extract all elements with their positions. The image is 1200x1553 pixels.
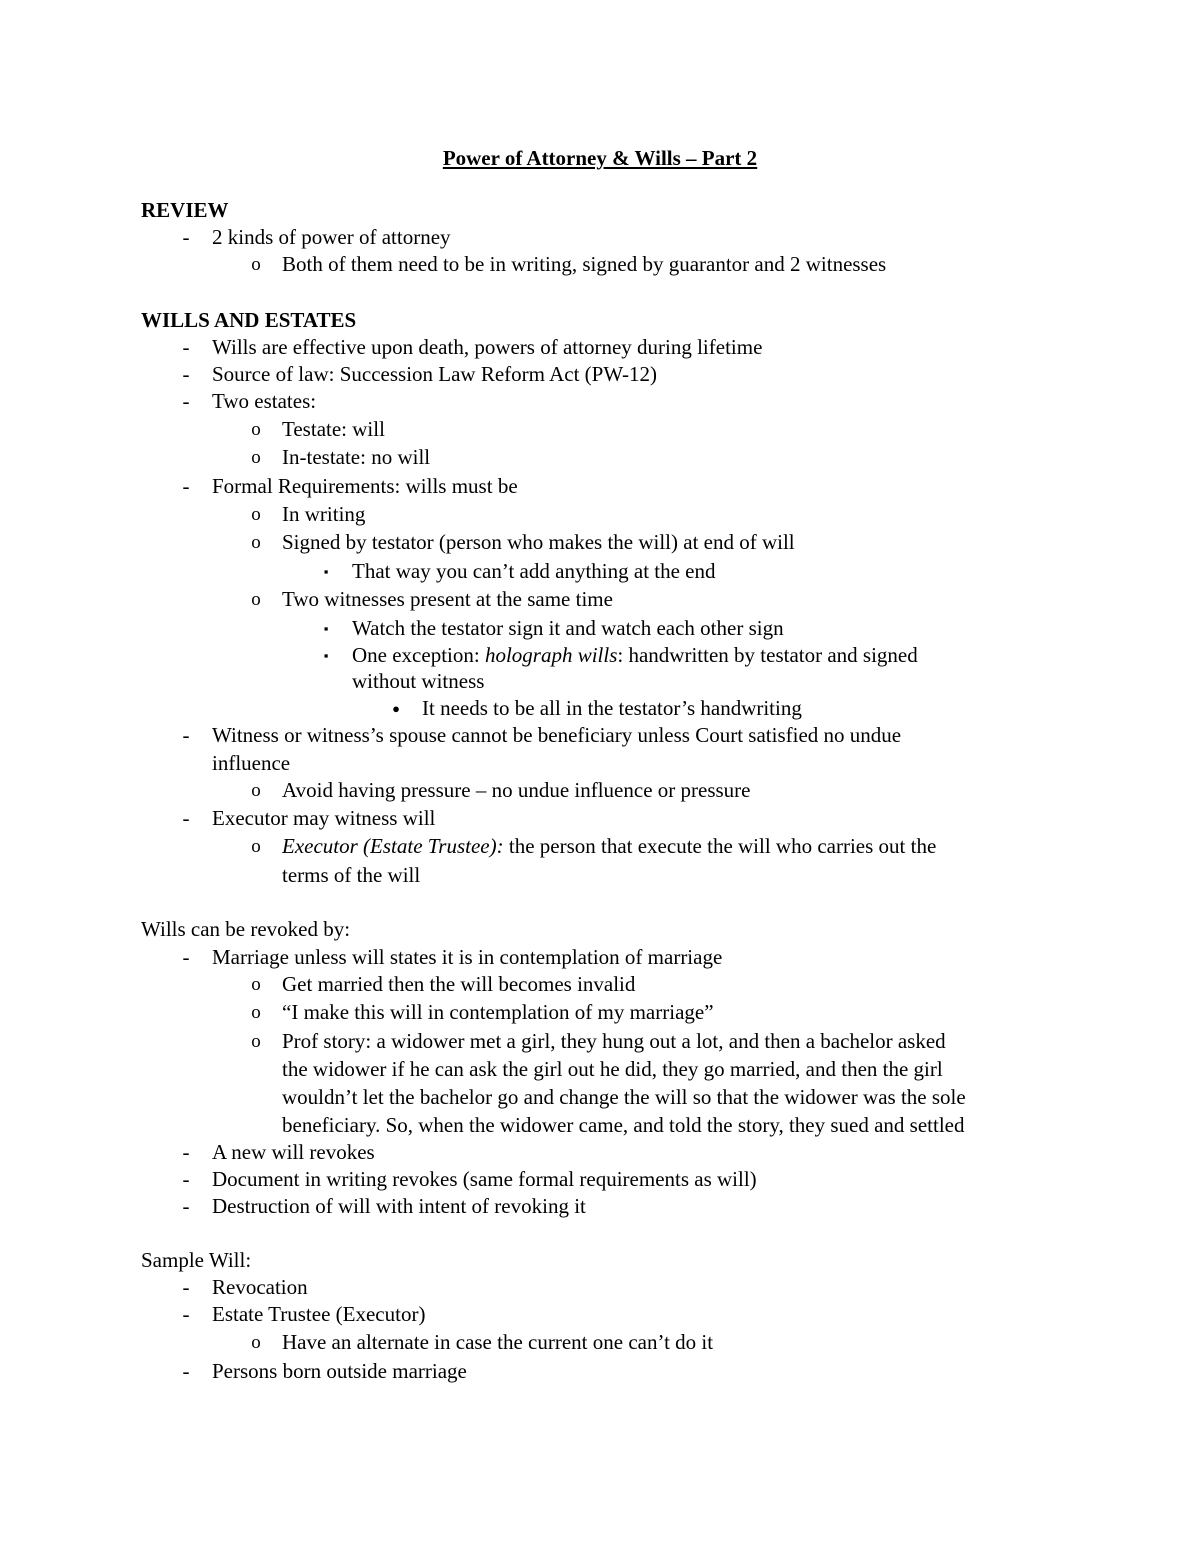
square-bullet: ▪ xyxy=(323,648,329,663)
dash-bullet: - xyxy=(182,474,190,498)
circle-bullet: o xyxy=(251,1031,261,1052)
dash-bullet: - xyxy=(182,945,190,969)
revoked-heading: Wills can be revoked by: xyxy=(141,917,351,941)
sample-heading: Sample Will: xyxy=(141,1248,252,1272)
holograph-wills-term: holograph wills xyxy=(484,643,618,667)
list-item-continuation: terms of the will xyxy=(282,863,421,887)
list-item-text: Wills are effective upon death, powers of attorney during lifetime xyxy=(212,335,763,359)
page-title: Power of Attorney & Wills – Part 2 xyxy=(442,146,758,170)
circle-bullet: o xyxy=(251,447,261,468)
list-item-continuation: without witness xyxy=(352,669,485,693)
dash-bullet: - xyxy=(182,335,190,359)
list-item-text: 2 kinds of power of attorney xyxy=(212,225,451,249)
list-item-text: Two estates: xyxy=(212,389,317,413)
wills-heading: WILLS AND ESTATES xyxy=(141,308,357,332)
circle-bullet: o xyxy=(251,504,261,525)
circle-bullet: o xyxy=(251,532,261,553)
list-item-continuation: influence xyxy=(212,751,291,775)
list-item-text: Estate Trustee (Executor) xyxy=(212,1302,426,1326)
exception-suffix: : handwritten by testator and signed xyxy=(617,643,918,667)
list-item-text: Formal Requirements: wills must be xyxy=(212,474,518,498)
list-item-text: Both of them need to be in writing, signed by guarantor and 2 witnesses xyxy=(282,252,887,276)
list-item-text: A new will revokes xyxy=(212,1140,375,1164)
list-item-text: That way you can’t add anything at the end xyxy=(352,559,716,583)
circle-bullet: o xyxy=(251,1332,261,1353)
list-item-text: Executor may witness will xyxy=(212,806,436,830)
list-item-text: In-testate: no will xyxy=(282,445,431,469)
dash-bullet: - xyxy=(182,389,190,413)
circle-bullet: o xyxy=(251,589,261,610)
dash-bullet: - xyxy=(182,723,190,747)
circle-bullet: o xyxy=(251,419,261,440)
list-item-text: Prof story: a widower met a girl, they hung out a lot, and then a bachelor asked xyxy=(282,1029,946,1053)
list-item-text: Testate: will xyxy=(282,417,385,441)
dash-bullet: - xyxy=(182,1167,190,1191)
list-item-text: Document in writing revokes (same formal requirements as will) xyxy=(212,1167,757,1191)
dash-bullet: - xyxy=(182,225,190,249)
list-item-text xyxy=(282,833,936,860)
dash-bullet: - xyxy=(182,1359,190,1383)
square-bullet: ▪ xyxy=(323,564,329,579)
list-item-text: Watch the testator sign it and watch each other sign xyxy=(352,616,784,640)
dash-bullet: - xyxy=(182,1194,190,1218)
list-item-text: Two witnesses present at the same time xyxy=(282,587,613,611)
list-item-text: Avoid having pressure – no undue influence or pressure xyxy=(282,778,751,802)
dot-bullet: ● xyxy=(392,701,400,716)
circle-bullet: o xyxy=(251,836,261,857)
circle-bullet: o xyxy=(251,1002,261,1023)
review-heading: REVIEW xyxy=(141,198,229,222)
list-item-text: “I make this will in contemplation of my marriage” xyxy=(282,1000,714,1024)
dash-bullet: - xyxy=(182,1140,190,1164)
dash-bullet: - xyxy=(182,806,190,830)
executor-definition: the person that execute the will who carries out the xyxy=(503,834,937,858)
circle-bullet: o xyxy=(251,254,261,275)
list-item-continuation: wouldn’t let the bachelor go and change the will so that the widower was the sole xyxy=(282,1085,966,1109)
list-item-text: It needs to be all in the testator’s handwriting xyxy=(422,696,802,720)
list-item-text: Persons born outside marriage xyxy=(212,1359,467,1383)
list-item-text: Get married then the will becomes invalid xyxy=(282,972,636,996)
list-item-continuation: beneficiary. So, when the widower came, and told the story, they sued and settled xyxy=(282,1113,965,1137)
circle-bullet: o xyxy=(251,780,261,801)
list-item-text xyxy=(352,642,918,669)
list-item-text: In writing xyxy=(282,502,366,526)
list-item-text: Witness or witness’s spouse cannot be beneficiary unless Court satisfied no undue xyxy=(212,723,902,747)
exception-prefix: One exception: xyxy=(352,643,485,667)
circle-bullet: o xyxy=(251,974,261,995)
list-item-text: Source of law: Succession Law Reform Act (PW-12) xyxy=(212,362,657,386)
list-item-text: Destruction of will with intent of revoking it xyxy=(212,1194,586,1218)
dash-bullet: - xyxy=(182,1302,190,1326)
dash-bullet: - xyxy=(182,362,190,386)
list-item-text: Have an alternate in case the current one can’t do it xyxy=(282,1330,714,1354)
dash-bullet: - xyxy=(182,1275,190,1299)
list-item-continuation: the widower if he can ask the girl out he did, they go married, and then the girl xyxy=(282,1057,943,1081)
square-bullet: ▪ xyxy=(323,621,329,636)
list-item-text: Signed by testator (person who makes the will) at end of will xyxy=(282,530,795,554)
list-item-text: Revocation xyxy=(212,1275,308,1299)
executor-term: Executor (Estate Trustee): xyxy=(282,834,504,858)
list-item-text: Marriage unless will states it is in contemplation of marriage xyxy=(212,945,723,969)
